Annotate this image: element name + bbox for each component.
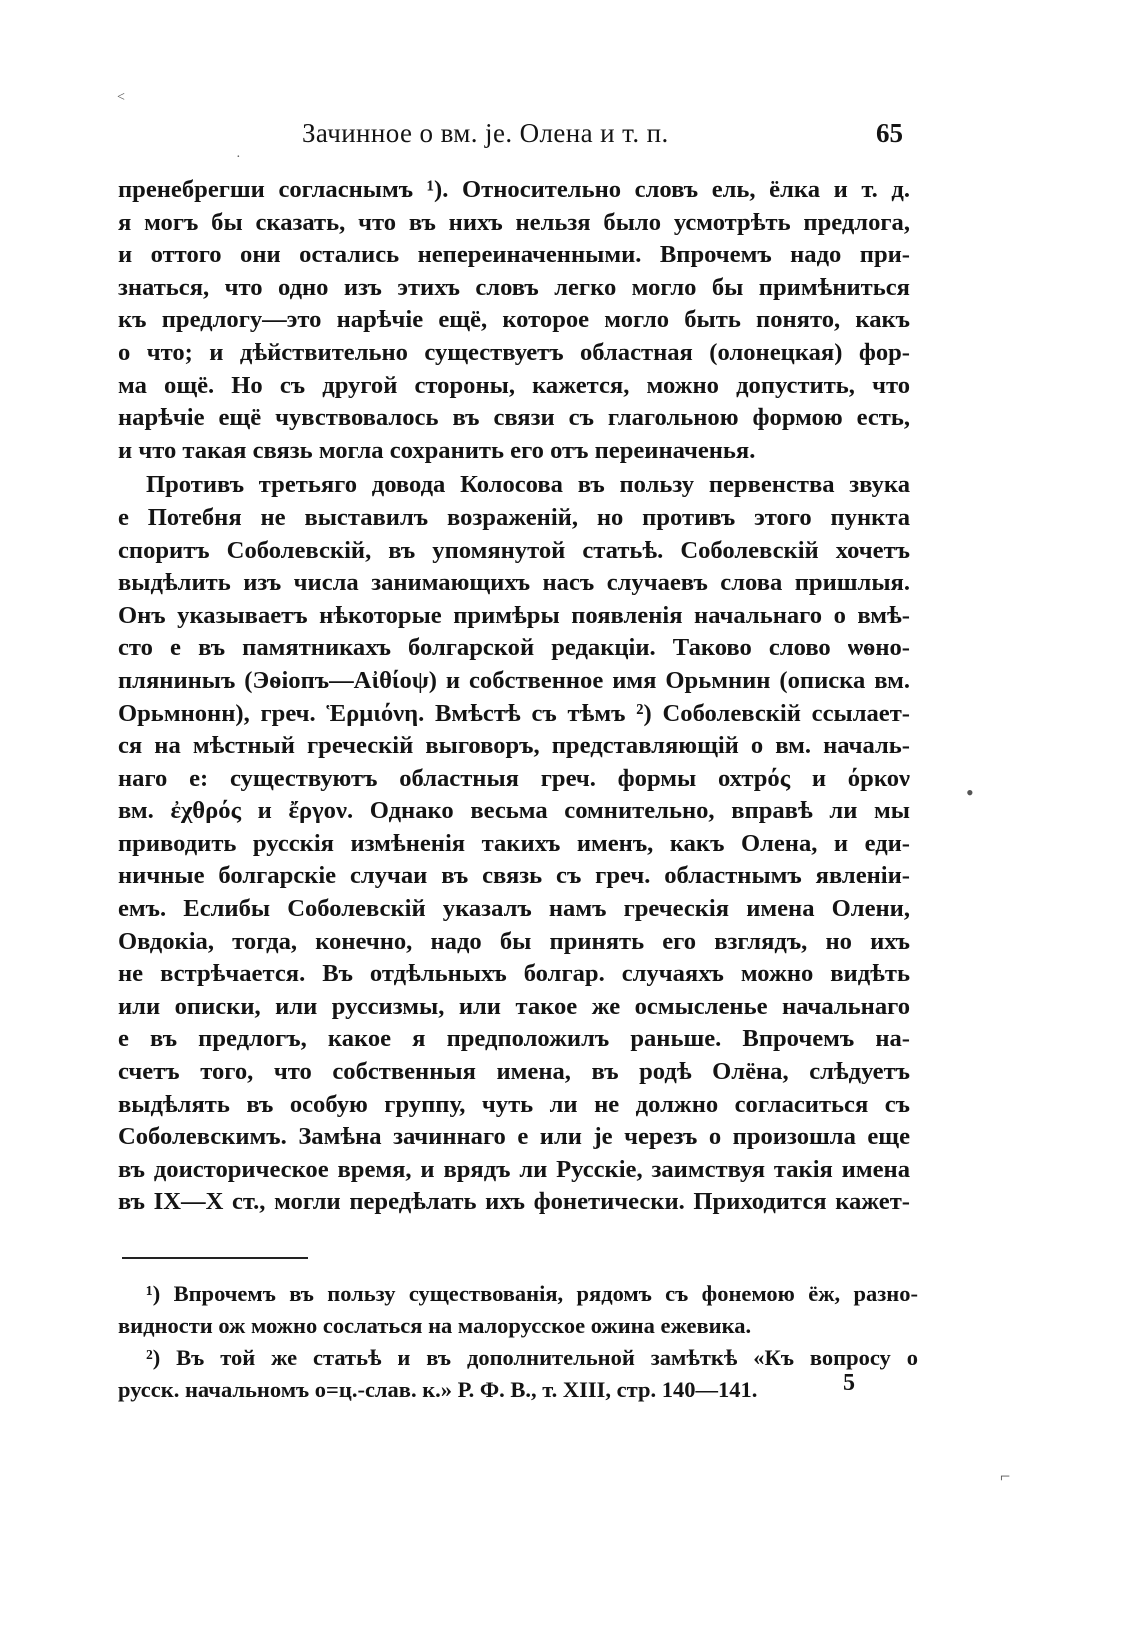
text-line: сто е въ памятникахъ болгарской редакціи. Таково слово ѡѳно- <box>118 634 910 662</box>
text-line: въ доисторическое время, и врядъ ли Русскіе, заимствуя такія имена <box>118 1155 910 1183</box>
text-line: въ IX—X ст., могли передѣлать ихъ фонетически. Приходится кажет- <box>118 1188 910 1216</box>
text-line: споритъ Соболевскій, въ упомянутой статьѣ. Соболевскій хочетъ <box>118 536 910 564</box>
text-line: пренебрегши согласнымъ ¹). Относительно словъ ель, ёлка и т. д. <box>118 176 910 203</box>
text-line: емъ. Еслибы Соболевскій указалъ намъ греческія имена Олени, <box>118 895 910 923</box>
text-line: е въ предлогъ, какое я предположилъ раньше. Впрочемъ на- <box>118 1025 910 1053</box>
scan-speck: ˂ <box>117 90 125 105</box>
text-line: счетъ того, что собственныя имена, въ родѣ Олёна, слѣдуетъ <box>118 1058 910 1086</box>
text-line: пляниныъ (Эѳіопъ—Αἰθίοψ) и собственное имя Орьмнин (описка вм. <box>118 666 910 694</box>
signature-mark: 5 <box>843 1370 855 1396</box>
text-line: Овдокіа, тогда, конечно, надо бы принять его взглядъ, но ихъ <box>118 927 910 955</box>
paragraph-2 <box>118 469 910 1219</box>
running-title: Зачинное о вм. je. Олена и т. п. <box>302 118 669 148</box>
text-line: знаться, что одно изъ этихъ словъ легко могло бы примѣниться <box>118 273 910 301</box>
footnote-1 <box>118 1278 918 1342</box>
page-header <box>0 104 1140 164</box>
body-text <box>118 174 910 1219</box>
text-line: и оттого они остались непереиначенными. Впрочемъ надо при- <box>118 241 910 269</box>
text-line: къ предлогу—это нарѣчіе ещё, которое могло быть понято, какъ <box>118 306 910 334</box>
footnote-separator <box>122 1257 308 1259</box>
text-line: Противъ третьяго довода Колосова въ пользу первенства звука <box>146 471 910 499</box>
text-line: не встрѣчается. Въ отдѣльныхъ болгар. случаяхъ можно видѣть <box>118 960 910 988</box>
text-line: ся на мѣстный греческій выговоръ, представляющій о вм. началь- <box>118 732 910 760</box>
text-line: Онъ указываетъ нѣкоторые примѣры появленія начальнаго о вмѣ- <box>118 601 910 629</box>
footnote-2 <box>118 1342 918 1406</box>
text-line: приводить русскія измѣненія такихъ именъ, какъ Олена, и еди- <box>118 829 910 857</box>
text-line: выдѣлить изъ числа занимающихъ насъ случаевъ слова пришлыя. <box>118 569 910 597</box>
text-line: о что; и дѣйствительно существуетъ областная (олонецкая) фор- <box>118 338 910 366</box>
text-line: нарѣчіе ещё чувствовалось въ связи съ глагольною формою есть, <box>118 404 910 432</box>
text-line: Орьмнонн), греч. Ἑρμιόνη. Вмѣстѣ съ тѣмъ ²) Соболевскій ссылает- <box>118 699 910 727</box>
scan-speck: ⌐ <box>1000 1466 1011 1486</box>
scan-speck: · <box>236 150 241 165</box>
text-line: ничные болгарскіе случаи въ связь съ греч. областнымъ явленіи- <box>118 862 910 890</box>
footnote-line: русск. начальномъ о=ц.-слав. к.» Р. Ф. В., т. XIII, стр. 140—141. <box>118 1377 758 1402</box>
footnote-line: видности ож можно сослаться на малорусское ожина ежевика. <box>118 1313 752 1338</box>
text-line: Соболевскимъ. Замѣна зачиннаго е или je черезъ о произошла еще <box>118 1123 910 1151</box>
footnote-line: ¹) Впрочемъ въ пользу существованія, рядомъ съ фонемою ёж, разно- <box>146 1281 918 1306</box>
text-line: и что такая связь могла сохранить его отъ переиначенья. <box>118 436 756 464</box>
text-line: ма ощё. Но съ другой стороны, кажется, можно допустить, что <box>118 371 910 399</box>
scan-speck: • <box>966 780 974 805</box>
paragraph-1 <box>118 174 910 467</box>
text-line: вм. ἐχθρός и ἔργον. Однако весьма сомнительно, вправѣ ли мы <box>118 797 910 825</box>
text-line: наго е: существуютъ областныя греч. формы охтрός и όрκον <box>118 764 910 792</box>
footnote-line: ²) Въ той же статьѣ и въ дополнительной замѣткѣ «Къ вопросу о <box>146 1345 918 1370</box>
text-line: е Потебня не выставилъ возраженій, но противъ этого пункта <box>118 503 910 531</box>
text-line: я могъ бы сказать, что въ нихъ нельзя было усмотрѣть предлога, <box>118 208 910 236</box>
page-number: 65 <box>876 118 903 148</box>
footnotes <box>118 1278 918 1406</box>
text-line: выдѣлять въ особую группу, чуть ли не должно согласиться съ <box>118 1090 910 1118</box>
text-line: или описки, или руссизмы, или такое же осмысленье начальнаго <box>118 992 910 1020</box>
